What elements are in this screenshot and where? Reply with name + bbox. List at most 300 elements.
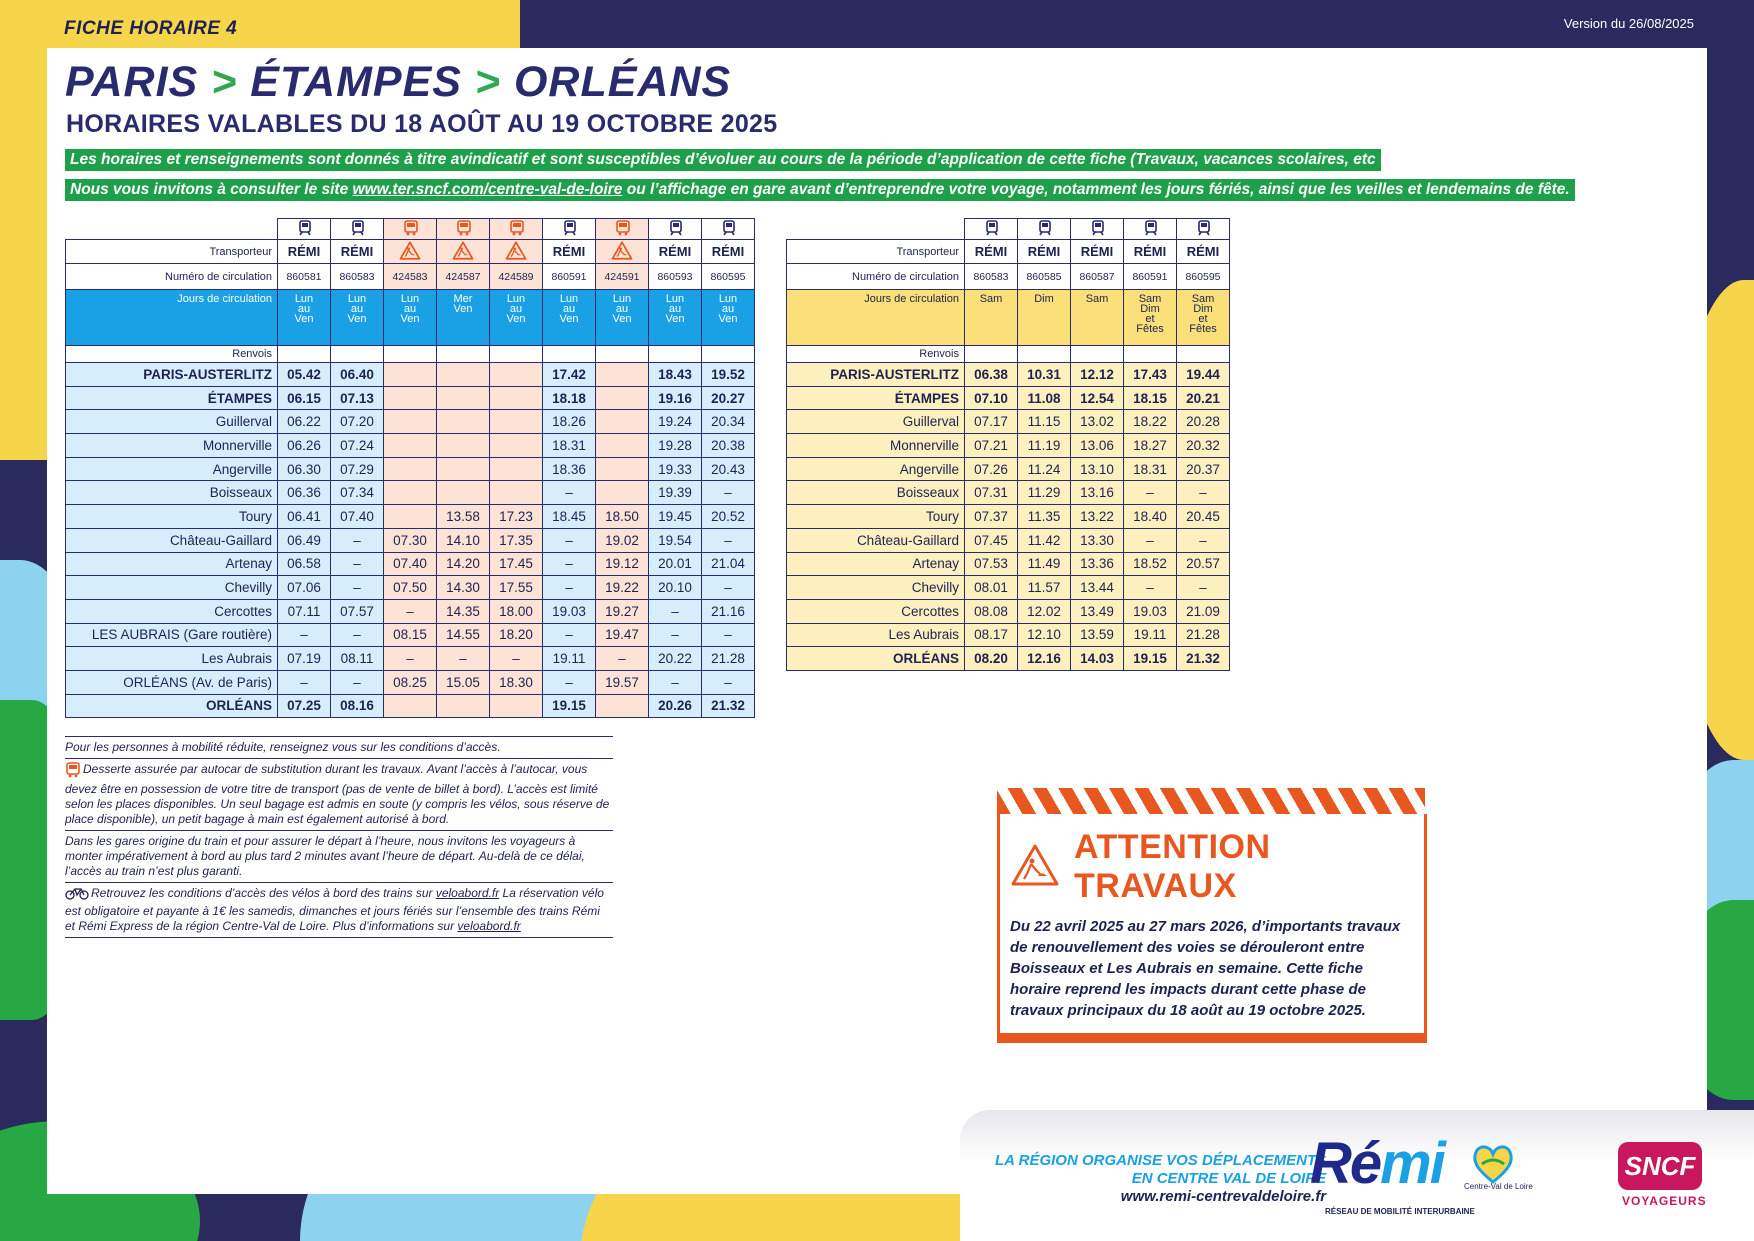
departure-time: 06.41: [278, 505, 331, 529]
station-name: ORLÉANS (Av. de Paris): [66, 670, 278, 694]
notice-banner: Les horaires et renseignements sont donnés à titre avindicatif et sont susceptibles d’évoluer au cours de la période d’application de cette fiche (Travaux, vacances scolaires, etc: [65, 149, 1381, 171]
departure-time: –: [1124, 576, 1177, 600]
running-days-word: Dim: [1193, 303, 1213, 315]
train-number: 860595: [1177, 264, 1230, 290]
note-text: La réservation vélo est obligatoire et payante à 1€ les samedis, dimanches et jours fériés sur l’ensemble des trains Rémi et Rémi Express de la région Centre-Val de Loire. Plus d’informations sur: [65, 886, 604, 933]
departure-time: –: [1177, 481, 1230, 505]
departure-time: 11.15: [1018, 410, 1071, 434]
works-sign-icon: [452, 241, 474, 260]
station-row: [66, 410, 755, 434]
title-via: ÉTAMPES: [250, 58, 462, 106]
departure-time: 11.35: [1018, 505, 1071, 529]
station-name: Boisseaux: [66, 481, 278, 505]
departure-time: 12.10: [1018, 623, 1071, 647]
departure-time: 17.23: [490, 505, 543, 529]
departure-time: –: [543, 623, 596, 647]
station-row: [66, 647, 755, 671]
bus-icon: [403, 220, 417, 234]
departure-time: –: [331, 623, 384, 647]
station-row: [66, 528, 755, 552]
departure-time: 07.19: [278, 647, 331, 671]
station-row: [787, 363, 1230, 387]
footer-tagline: [995, 1152, 1326, 1206]
works-sign-icon: [1010, 843, 1060, 892]
departure-time: 18.18: [543, 386, 596, 410]
departure-time: –: [331, 528, 384, 552]
running-days-word: au: [615, 303, 629, 315]
ter-website-link[interactable]: www.ter.sncf.com/centre-val-de-loire: [352, 181, 623, 198]
departure-time: 19.11: [1124, 623, 1177, 647]
running-days: [649, 290, 702, 346]
remi-network-label: RÉSEAU DE MOBILITÉ INTERURBAINE: [1325, 1207, 1475, 1216]
departure-time: –: [702, 670, 755, 694]
departure-time: –: [702, 623, 755, 647]
running-days: [543, 290, 596, 346]
departure-time: 07.53: [965, 552, 1018, 576]
weekday-timetable: [65, 218, 755, 718]
renvois-cell: [1071, 346, 1124, 363]
column-mode: [649, 219, 702, 240]
departure-time: [490, 363, 543, 387]
renvois-cell: [331, 346, 384, 363]
title-separator: >: [211, 58, 238, 106]
station-name: Boisseaux: [787, 481, 965, 505]
station-name: PARIS-AUSTERLITZ: [787, 363, 965, 387]
station-row: [66, 623, 755, 647]
train-icon: [668, 220, 682, 234]
train-number: 860581: [278, 264, 331, 290]
hazard-stripes: [997, 788, 1425, 814]
station-name: Angerville: [66, 457, 278, 481]
station-name: Guillerval: [787, 410, 965, 434]
renvois-cell: [278, 346, 331, 363]
departure-time: –: [331, 576, 384, 600]
note-replacement-bus: [65, 758, 613, 830]
train-number: 860583: [331, 264, 384, 290]
station-name: ÉTAMPES: [66, 386, 278, 410]
running-days-word: Lun: [665, 293, 685, 305]
departure-time: 18.52: [1124, 552, 1177, 576]
departure-time: 05.42: [278, 363, 331, 387]
renvois-row: [66, 346, 755, 363]
departure-time: 19.03: [543, 599, 596, 623]
station-name: LES AUBRAIS (Gare routière): [66, 623, 278, 647]
departure-time: –: [331, 552, 384, 576]
station-row: [66, 386, 755, 410]
departure-time: 13.10: [1071, 457, 1124, 481]
works-warning-header: [1010, 828, 1414, 906]
departure-time: 07.24: [331, 434, 384, 458]
train-number: 860583: [965, 264, 1018, 290]
departure-time: –: [649, 599, 702, 623]
departure-time: –: [543, 481, 596, 505]
departure-time: 07.29: [331, 457, 384, 481]
departure-time: 13.16: [1071, 481, 1124, 505]
departure-time: 18.30: [490, 670, 543, 694]
station-row: [787, 576, 1230, 600]
departure-time: 20.10: [649, 576, 702, 600]
renvois-cell: [649, 346, 702, 363]
bus-icon: [509, 220, 523, 234]
departure-time: –: [702, 528, 755, 552]
departure-time: 18.31: [543, 434, 596, 458]
running-days-word: Sam: [1085, 293, 1109, 305]
carrier-cell: RÉMI: [1071, 240, 1124, 264]
footer-line: LA RÉGION ORGANISE VOS DÉPLACEMENTS: [995, 1152, 1327, 1169]
running-days: [437, 290, 490, 346]
note-boarding: Dans les gares origine du train et pour assurer le départ à l’heure, nous invitons les voyageurs à monter impérativement à bord au plus tard 2 minutes avant l’heure de départ. Au-delà de ce délai, l’accès au train n’est plus garanti.: [65, 830, 613, 882]
carrier-cell: RÉMI: [278, 240, 331, 264]
column-mode: [1124, 219, 1177, 240]
departure-time: 06.30: [278, 457, 331, 481]
train-number: 424583: [384, 264, 437, 290]
running-days: [490, 290, 543, 346]
departure-time: –: [649, 623, 702, 647]
departure-time: 20.01: [649, 552, 702, 576]
departure-time: 14.55: [437, 623, 490, 647]
departure-time: 19.52: [702, 363, 755, 387]
departure-time: 13.58: [437, 505, 490, 529]
running-days-word: Sam: [979, 293, 1003, 305]
departure-time: –: [543, 528, 596, 552]
departure-time: [384, 481, 437, 505]
departure-time: –: [331, 670, 384, 694]
running-days-word: Lun: [400, 293, 420, 305]
departure-time: 07.40: [384, 552, 437, 576]
works-warning-title: ATTENTION TRAVAUX: [1074, 828, 1271, 905]
station-name: Monnerville: [787, 434, 965, 458]
departure-time: [437, 434, 490, 458]
departure-time: 19.28: [649, 434, 702, 458]
departure-time: –: [596, 647, 649, 671]
departure-time: [596, 410, 649, 434]
row-label: Numéro de circulation: [66, 264, 278, 290]
train-icon: [984, 220, 998, 234]
title-origin: PARIS: [65, 58, 199, 106]
row-label: Renvois: [66, 346, 278, 363]
departure-time: 07.06: [278, 576, 331, 600]
departure-time: –: [649, 670, 702, 694]
departure-time: [384, 410, 437, 434]
departure-time: [384, 386, 437, 410]
departure-time: 20.38: [702, 434, 755, 458]
departure-time: 18.43: [649, 363, 702, 387]
running-days: [1177, 290, 1230, 346]
departure-time: [596, 434, 649, 458]
departure-time: 06.40: [331, 363, 384, 387]
departure-time: 06.15: [278, 386, 331, 410]
note-text: Retrouvez les conditions d’accès des vélos à bord des trains sur: [91, 886, 436, 900]
departure-time: 19.15: [1124, 647, 1177, 671]
departure-time: 19.44: [1177, 363, 1230, 387]
departure-time: –: [543, 576, 596, 600]
station-row: [66, 576, 755, 600]
departure-time: 19.11: [543, 647, 596, 671]
column-mode: [384, 219, 437, 240]
departure-time: [437, 457, 490, 481]
departure-time: 14.35: [437, 599, 490, 623]
running-days-word: Ven: [453, 303, 473, 315]
note-reduced-mobility: Pour les personnes à mobilité réduite, renseignez vous sur les conditions d’accès.: [65, 736, 613, 758]
running-days: [596, 290, 649, 346]
remi-logo-text: Ré: [1310, 1131, 1381, 1196]
renvois-row: [787, 346, 1230, 363]
departure-time: 07.26: [965, 457, 1018, 481]
departure-time: [384, 457, 437, 481]
remi-logo: [1310, 1130, 1444, 1197]
station-name: ORLÉANS: [66, 694, 278, 718]
station-row: [66, 552, 755, 576]
departure-time: 14.20: [437, 552, 490, 576]
running-days-word: Ven: [400, 313, 420, 325]
departure-time: 21.32: [702, 694, 755, 718]
departure-time: 08.01: [965, 576, 1018, 600]
mode-icons-row: [66, 219, 755, 240]
departure-time: 06.49: [278, 528, 331, 552]
title-separator: >: [474, 58, 502, 106]
column-mode: [278, 219, 331, 240]
departure-time: 08.20: [965, 647, 1018, 671]
running-days-word: Sam: [1191, 293, 1215, 305]
departure-time: 11.57: [1018, 576, 1071, 600]
station-name: Cercottes: [787, 599, 965, 623]
departure-time: 07.21: [965, 434, 1018, 458]
running-days-word: au: [403, 303, 417, 315]
column-mode: [1177, 219, 1230, 240]
running-days-word: au: [509, 303, 523, 315]
sheet-label: FICHE HORAIRE 4: [64, 18, 238, 39]
departure-time: 12.54: [1071, 386, 1124, 410]
remi-website-link[interactable]: www.remi-centrevaldeloire.fr: [1120, 1188, 1327, 1205]
departure-time: [384, 434, 437, 458]
departure-time: 18.45: [543, 505, 596, 529]
departure-time: 21.28: [702, 647, 755, 671]
running-days-word: au: [350, 303, 364, 315]
running-days-word: Lun: [347, 293, 367, 305]
renvois-cell: [702, 346, 755, 363]
departure-time: 06.26: [278, 434, 331, 458]
departure-time: 11.42: [1018, 528, 1071, 552]
running-days-word: Fêtes: [1136, 323, 1164, 335]
running-days-word: Ven: [665, 313, 685, 325]
departure-time: 18.26: [543, 410, 596, 434]
departure-time: 19.27: [596, 599, 649, 623]
departure-time: 21.32: [1177, 647, 1230, 671]
departure-time: [490, 481, 543, 505]
departure-time: 11.29: [1018, 481, 1071, 505]
departure-time: 18.22: [1124, 410, 1177, 434]
running-days-word: Mer: [453, 293, 473, 305]
station-row: [66, 363, 755, 387]
departure-time: 11.24: [1018, 457, 1071, 481]
station-name: Monnerville: [66, 434, 278, 458]
running-days-row: [787, 290, 1230, 346]
footer-banner: [960, 1110, 1754, 1241]
train-number: 860591: [543, 264, 596, 290]
station-name: Château-Gaillard: [787, 528, 965, 552]
departure-time: 20.43: [702, 457, 755, 481]
departure-time: 08.11: [331, 647, 384, 671]
running-days-word: et: [1198, 313, 1208, 325]
departure-time: [596, 457, 649, 481]
departure-time: 11.08: [1018, 386, 1071, 410]
station-name: ÉTAMPES: [787, 386, 965, 410]
station-name: Artenay: [787, 552, 965, 576]
column-mode: [702, 219, 755, 240]
running-days: [965, 290, 1018, 346]
departure-time: 13.59: [1071, 623, 1124, 647]
departure-time: –: [702, 576, 755, 600]
departure-time: –: [490, 647, 543, 671]
departure-time: 12.16: [1018, 647, 1071, 671]
departure-time: 07.34: [331, 481, 384, 505]
departure-time: 18.15: [1124, 386, 1177, 410]
departure-time: 07.20: [331, 410, 384, 434]
departure-time: 07.31: [965, 481, 1018, 505]
departure-time: [596, 694, 649, 718]
departure-time: 20.45: [1177, 505, 1230, 529]
notice-banner: [65, 179, 1575, 201]
departure-time: –: [437, 647, 490, 671]
departure-time: 19.39: [649, 481, 702, 505]
region-label: Centre-Val de Loire: [1464, 1182, 1533, 1191]
departure-time: 21.09: [1177, 599, 1230, 623]
departure-time: [596, 363, 649, 387]
departure-time: 21.04: [702, 552, 755, 576]
row-label: Transporteur: [66, 240, 278, 264]
carrier-row: [66, 240, 755, 264]
departure-time: 08.17: [965, 623, 1018, 647]
departure-time: 07.37: [965, 505, 1018, 529]
departure-time: –: [278, 670, 331, 694]
carrier-cell: RÉMI: [331, 240, 384, 264]
train-number: 424591: [596, 264, 649, 290]
station-row: [66, 694, 755, 718]
departure-time: –: [543, 552, 596, 576]
bus-icon: [615, 220, 629, 234]
column-mode: [437, 219, 490, 240]
departure-time: –: [1177, 528, 1230, 552]
station-row: [66, 670, 755, 694]
departure-time: 19.33: [649, 457, 702, 481]
carrier-cell: RÉMI: [649, 240, 702, 264]
departure-time: –: [543, 670, 596, 694]
departure-time: 06.58: [278, 552, 331, 576]
mode-icons-row: [787, 219, 1230, 240]
departure-time: –: [384, 599, 437, 623]
departure-time: [437, 694, 490, 718]
carrier-cell: [596, 240, 649, 264]
row-label: Numéro de circulation: [787, 264, 965, 290]
running-days-word: et: [1145, 313, 1155, 325]
departure-time: 19.22: [596, 576, 649, 600]
train-icon: [1037, 220, 1051, 234]
notice-text: ou l’affichage en gare avant d’entreprendre votre voyage, notamment les jours fériés, ainsi que les veilles et lendemains de fête.: [622, 181, 1570, 198]
departure-time: 19.54: [649, 528, 702, 552]
row-label: Jours de circulation: [787, 290, 965, 346]
departure-time: [490, 410, 543, 434]
version-label: Version du 26/08/2025: [1563, 16, 1694, 31]
running-days-word: Ven: [559, 313, 579, 325]
station-row: [787, 386, 1230, 410]
works-sign-icon: [611, 241, 633, 260]
running-days-word: Ven: [294, 313, 314, 325]
remi-logo-text: mi: [1380, 1131, 1444, 1196]
departure-time: –: [1124, 528, 1177, 552]
column-mode: [1071, 219, 1124, 240]
note-bikes: [65, 882, 613, 938]
veloabord-link[interactable]: veloabord.fr: [457, 919, 521, 933]
station-row: [787, 457, 1230, 481]
departure-time: 19.12: [596, 552, 649, 576]
station-name: Toury: [787, 505, 965, 529]
works-warning-text: Du 22 avril 2025 au 27 mars 2026, d’importants travaux de renouvellement des voies se dérouleront entre Boisseaux et Les Aubrais en semaine. Cette fiche horaire reprend les impacts durant cette phase de travaux principaux du 18 août au 19 octobre 2025.: [1010, 918, 1401, 1019]
sncf-voyageurs-label: VOYAGEURS: [1622, 1194, 1707, 1208]
carrier-cell: RÉMI: [1018, 240, 1071, 264]
departure-time: 07.57: [331, 599, 384, 623]
departure-time: 15.05: [437, 670, 490, 694]
departure-time: –: [702, 481, 755, 505]
station-name: PARIS-AUSTERLITZ: [66, 363, 278, 387]
station-name: Chevilly: [66, 576, 278, 600]
departure-time: [490, 434, 543, 458]
departure-time: 08.15: [384, 623, 437, 647]
running-days-word: Lun: [612, 293, 632, 305]
running-days: [1124, 290, 1177, 346]
station-name: ORLÉANS: [787, 647, 965, 671]
departure-time: –: [1124, 481, 1177, 505]
departure-time: 20.52: [702, 505, 755, 529]
departure-time: 07.30: [384, 528, 437, 552]
departure-time: 07.10: [965, 386, 1018, 410]
train-number-row: [66, 264, 755, 290]
departure-time: 17.42: [543, 363, 596, 387]
carrier-cell: [437, 240, 490, 264]
departure-time: [437, 410, 490, 434]
running-days-word: Dim: [1140, 303, 1160, 315]
renvois-cell: [965, 346, 1018, 363]
departure-time: 20.27: [702, 386, 755, 410]
running-days-word: Ven: [506, 313, 526, 325]
note-text: Desserte assurée par autocar de substitution durant les travaux. Avant l’accès à l’autocar, vous devez être en possession de votre titre de transport (pas de vente de billet à bord). L’accès est limité selon les places disponibles. Un seul bagage est admis en soute (y compris les vélos, sous réserve de place disponible), un petit bagage à main est également autorisé à bord.: [65, 762, 610, 826]
departure-time: 19.15: [543, 694, 596, 718]
column-mode: [331, 219, 384, 240]
veloabord-link[interactable]: veloabord.fr: [435, 886, 500, 900]
notes-section: [65, 736, 613, 938]
train-number: 424587: [437, 264, 490, 290]
train-number: 860593: [649, 264, 702, 290]
station-row: [787, 623, 1230, 647]
departure-time: 07.11: [278, 599, 331, 623]
column-mode: [965, 219, 1018, 240]
renvois-cell: [384, 346, 437, 363]
train-number: 860595: [702, 264, 755, 290]
station-row: [787, 528, 1230, 552]
departure-time: 18.27: [1124, 434, 1177, 458]
departure-time: [490, 386, 543, 410]
train-number: 860587: [1071, 264, 1124, 290]
renvois-cell: [596, 346, 649, 363]
departure-time: 07.25: [278, 694, 331, 718]
departure-time: 07.45: [965, 528, 1018, 552]
departure-time: 06.38: [965, 363, 1018, 387]
station-name: Artenay: [66, 552, 278, 576]
departure-time: 19.16: [649, 386, 702, 410]
departure-time: 20.22: [649, 647, 702, 671]
departure-time: 19.47: [596, 623, 649, 647]
departure-time: 13.06: [1071, 434, 1124, 458]
station-row: [787, 599, 1230, 623]
